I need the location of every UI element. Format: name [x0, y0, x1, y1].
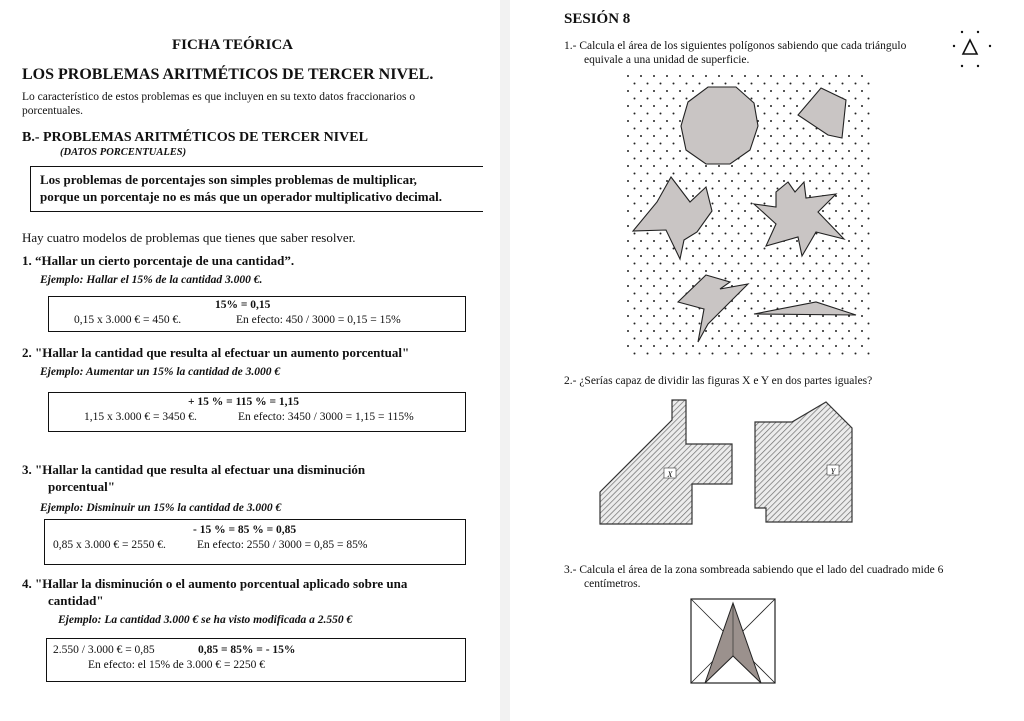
model-1-title: 1. “Hallar un cierto porcentaje de una cantidad”. [22, 253, 295, 268]
model-4-box-b: 0,85 = 85% = - 15% [198, 644, 296, 656]
model-4-title-1: 4. "Hallar la disminución o el aumento porcentual aplicado sobre una [22, 576, 408, 591]
session-page [510, 0, 1024, 721]
question-3-line-2: centímetros. [584, 578, 641, 590]
model-2-box-right: En efecto: 3450 / 3000 = 1,15 = 115% [238, 411, 414, 423]
section-b-heading: B.- PROBLEMAS ARITMÉTICOS DE TERCER NIVEL [22, 130, 368, 145]
figures-x-y [596, 398, 856, 530]
question-2: 2.- ¿Serías capaz de dividir las figuras X e Y en dos partes iguales? [564, 375, 873, 387]
session-title: SESIÓN 8 [564, 11, 631, 27]
polygon-dodecagon [681, 87, 758, 164]
model-2-title: 2. "Hallar la cantidad que resulta al efectuar un aumento porcentual" [22, 345, 410, 360]
model-2-box-top: + 15 % = 115 % = 1,15 [188, 396, 300, 408]
callout-line-1: Los problemas de porcentajes son simples problemas de multiplicar, [40, 172, 417, 187]
sheet-title: LOS PROBLEMAS ARITMÉTICOS DE TERCER NIVEL. [22, 66, 434, 83]
figure-x [600, 400, 732, 524]
callout-line-2: porque un porcentaje no es más que un operador multiplicativo decimal. [40, 189, 442, 204]
model-4-example: Ejemplo: La cantidad 3.000 € se ha visto modificada a 2.550 € [58, 614, 353, 626]
page-gutter [500, 0, 510, 721]
intro-line-1: Lo característico de estos problemas es que incluyen en su texto datos fraccionarios o [22, 91, 416, 103]
model-3-title-1: 3. "Hallar la cantidad que resulta al efectuar una disminución [22, 462, 366, 477]
question-1-line-1: 1.- Calcula el área de los siguientes polígonos sabiendo que cada triángulo [564, 40, 907, 52]
polygons-dot-grid [626, 74, 870, 356]
model-4-box-c: En efecto: el 15% de 3.000 € = 2250 € [88, 659, 266, 671]
sheet-header: FICHA TEÓRICA [172, 37, 293, 53]
model-3-example: Ejemplo: Disminuir un 15% la cantidad de 3.000 € [40, 502, 282, 514]
model-4-box-a: 2.550 / 3.000 € = 0,85 [53, 644, 155, 656]
unit-triangle-icon [950, 26, 1000, 76]
model-3-box-right: En efecto: 2550 / 3000 = 0,85 = 85% [197, 539, 368, 551]
model-1-example: Ejemplo: Hallar el 15% de la cantidad 3.000 €. [40, 274, 263, 286]
model-2-box-left: 1,15 x 3.000 € = 3450 €. [84, 411, 197, 423]
intro-line-2: porcentuales. [22, 105, 83, 117]
model-1-box-left: 0,15 x 3.000 € = 450 €. [74, 314, 182, 326]
figure-y [755, 402, 852, 522]
shaded-square-figure [690, 598, 776, 684]
model-3-box-top: - 15 % = 85 % = 0,85 [193, 524, 297, 536]
question-1-line-2: equivale a una unidad de superficie. [584, 54, 750, 66]
question-3-line-1: 3.- Calcula el área de la zona sombreada sabiendo que el lado del cuadrado mide 6 [564, 564, 944, 576]
models-intro: Hay cuatro modelos de problemas que tienes que saber resolver. [22, 230, 356, 245]
model-2-example: Ejemplo: Aumentar un 15% la cantidad de 3.000 € [40, 366, 281, 378]
model-3-box-left: 0,85 x 3.000 € = 2550 €. [53, 539, 166, 551]
model-1-box-right: En efecto: 450 / 3000 = 0,15 = 15% [236, 314, 401, 326]
figure-y-label: Y [830, 467, 836, 476]
figure-x-label: X [667, 470, 673, 479]
theory-sheet-page [0, 0, 500, 721]
model-4-title-2: cantidad" [48, 593, 104, 608]
model-3-title-2: porcentual" [48, 479, 115, 494]
section-b-subheading: (DATOS PORCENTUALES) [60, 147, 187, 158]
model-1-box-top: 15% = 0,15 [215, 299, 271, 311]
